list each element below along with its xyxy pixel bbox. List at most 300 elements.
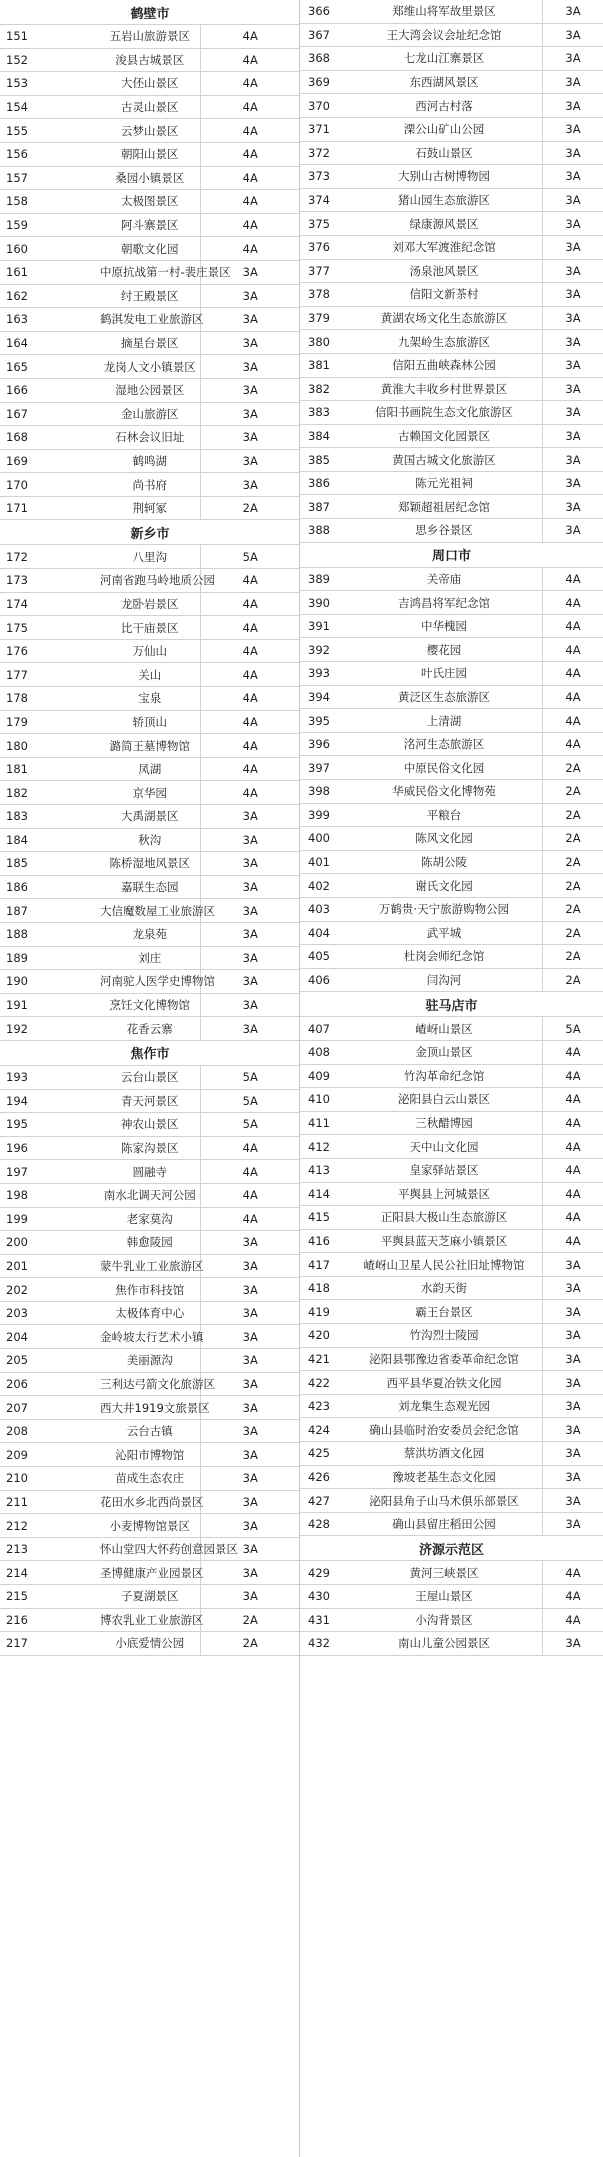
scenic-area-name: 正阳县大极山生态旅游区 bbox=[346, 1206, 543, 1230]
grade-level: 3A bbox=[543, 1371, 603, 1395]
row-number: 388 bbox=[300, 519, 346, 543]
scenic-area-name: 大信魔数屋工业旅游区 bbox=[100, 899, 200, 923]
row-number: 375 bbox=[300, 212, 346, 236]
grade-level: 3A bbox=[200, 1467, 300, 1491]
scenic-area-name: 龙泉苑 bbox=[100, 922, 200, 946]
scenic-area-name: 桑园小镇景区 bbox=[100, 166, 200, 190]
grade-level: 3A bbox=[200, 1585, 300, 1609]
row-number: 188 bbox=[0, 922, 100, 946]
grade-level: 2A bbox=[543, 968, 603, 992]
row-number: 192 bbox=[0, 1017, 100, 1041]
scenic-area-name: 小沟背景区 bbox=[346, 1608, 543, 1632]
scenic-area-name: 龙卧岩景区 bbox=[100, 592, 200, 616]
row-number: 202 bbox=[0, 1278, 100, 1302]
grade-level: 3A bbox=[200, 473, 300, 497]
scenic-area-name: 云台古镇 bbox=[100, 1419, 200, 1443]
table-row bbox=[0, 213, 300, 237]
table-row bbox=[0, 1113, 300, 1137]
grade-level: 2A bbox=[200, 1608, 300, 1632]
table-row bbox=[300, 283, 603, 307]
table-row bbox=[0, 449, 300, 473]
scenic-area-name: 平舆县蓝天芝麻小镇景区 bbox=[346, 1229, 543, 1253]
scenic-area-name: 比干庙景区 bbox=[100, 616, 200, 640]
grade-level: 4A bbox=[200, 781, 300, 805]
scenic-area-name: 青天河景区 bbox=[100, 1089, 200, 1113]
grade-level: 3A bbox=[200, 970, 300, 994]
grade-level: 3A bbox=[200, 426, 300, 450]
grade-level: 3A bbox=[200, 355, 300, 379]
scenic-area-name: 石林会议旧址 bbox=[100, 426, 200, 450]
grade-level: 3A bbox=[543, 235, 603, 259]
row-number: 411 bbox=[300, 1111, 346, 1135]
table-row bbox=[300, 1064, 603, 1088]
scenic-area-name: 古灵山景区 bbox=[100, 95, 200, 119]
grade-level: 4A bbox=[200, 166, 300, 190]
table-row bbox=[300, 732, 603, 756]
grade-level: 3A bbox=[543, 377, 603, 401]
row-number: 173 bbox=[0, 569, 100, 593]
scenic-area-name: 湿地公园景区 bbox=[100, 378, 200, 402]
table-row bbox=[300, 70, 603, 94]
grade-level: 4A bbox=[200, 569, 300, 593]
scenic-area-name: 刘龙集生态观光园 bbox=[346, 1394, 543, 1418]
table-row bbox=[0, 1419, 300, 1443]
table-row bbox=[0, 166, 300, 190]
scenic-area-name: 陈风文化园 bbox=[346, 827, 543, 851]
row-number: 212 bbox=[0, 1514, 100, 1538]
row-number: 196 bbox=[0, 1136, 100, 1160]
table-row bbox=[300, 1442, 603, 1466]
table-row bbox=[300, 47, 603, 71]
table-row bbox=[0, 1160, 300, 1184]
row-number: 380 bbox=[300, 330, 346, 354]
row-number: 395 bbox=[300, 709, 346, 733]
table-row bbox=[300, 448, 603, 472]
scenic-area-name: 博农乳业工业旅游区 bbox=[100, 1608, 200, 1632]
table-row bbox=[300, 1300, 603, 1324]
scenic-area-name: 黄国古城文化旅游区 bbox=[346, 448, 543, 472]
table-row bbox=[300, 401, 603, 425]
row-number: 169 bbox=[0, 449, 100, 473]
table-row bbox=[0, 1585, 300, 1609]
table-row bbox=[0, 1017, 300, 1041]
table-row bbox=[300, 212, 603, 236]
scenic-area-name: 荆轲冢 bbox=[100, 496, 200, 520]
scenic-area-name: 朝歌文化园 bbox=[100, 237, 200, 261]
row-number: 167 bbox=[0, 402, 100, 426]
scenic-area-name: 石鼓山景区 bbox=[346, 141, 543, 165]
scenic-area-name: 郑维山将军故里景区 bbox=[346, 0, 543, 23]
table-row bbox=[300, 685, 603, 709]
table-row bbox=[300, 353, 603, 377]
table-row bbox=[0, 545, 300, 569]
row-number: 201 bbox=[0, 1254, 100, 1278]
row-number: 426 bbox=[300, 1465, 346, 1489]
row-number: 396 bbox=[300, 732, 346, 756]
grade-level: 3A bbox=[200, 1561, 300, 1585]
row-number: 412 bbox=[300, 1135, 346, 1159]
row-number: 207 bbox=[0, 1396, 100, 1420]
table-row bbox=[300, 1276, 603, 1300]
row-number: 377 bbox=[300, 259, 346, 283]
scenic-area-name: 摘星台景区 bbox=[100, 331, 200, 355]
scenic-area-name: 刘庄 bbox=[100, 946, 200, 970]
grade-level: 4A bbox=[543, 1206, 603, 1230]
row-number: 174 bbox=[0, 592, 100, 616]
table-row bbox=[0, 1254, 300, 1278]
grade-level: 3A bbox=[543, 1489, 603, 1513]
scenic-area-name: 泌阳县角子山马术俱乐部景区 bbox=[346, 1489, 543, 1513]
table-row bbox=[0, 639, 300, 663]
table-row bbox=[300, 780, 603, 804]
grade-level: 3A bbox=[543, 495, 603, 519]
table-row bbox=[0, 95, 300, 119]
row-number: 391 bbox=[300, 614, 346, 638]
row-number: 184 bbox=[0, 828, 100, 852]
table-row bbox=[300, 23, 603, 47]
row-number: 217 bbox=[0, 1632, 100, 1656]
row-number: 178 bbox=[0, 687, 100, 711]
grade-level: 4A bbox=[543, 662, 603, 686]
row-number: 428 bbox=[300, 1512, 346, 1536]
grade-level: 4A bbox=[200, 190, 300, 214]
scenic-area-name: 金山旅游区 bbox=[100, 402, 200, 426]
row-number: 405 bbox=[300, 945, 346, 969]
scenic-area-name: 黄泛区生态旅游区 bbox=[346, 685, 543, 709]
table-row bbox=[300, 1489, 603, 1513]
scenic-area-name: 泌阳县白云山景区 bbox=[346, 1088, 543, 1112]
row-number: 415 bbox=[300, 1206, 346, 1230]
row-number: 402 bbox=[300, 874, 346, 898]
table-row bbox=[0, 1490, 300, 1514]
table-row bbox=[300, 921, 603, 945]
grade-level: 3A bbox=[200, 922, 300, 946]
row-number: 376 bbox=[300, 235, 346, 259]
scenic-area-name: 信阳五曲峡森林公园 bbox=[346, 353, 543, 377]
row-number: 421 bbox=[300, 1347, 346, 1371]
scenic-area-name: 龙岗人文小镇景区 bbox=[100, 355, 200, 379]
row-number: 366 bbox=[300, 0, 346, 23]
table-row bbox=[0, 1443, 300, 1467]
row-number: 423 bbox=[300, 1394, 346, 1418]
grade-level: 3A bbox=[543, 1324, 603, 1348]
table-row bbox=[300, 591, 603, 615]
scenic-area-name: 武平城 bbox=[346, 921, 543, 945]
table-row bbox=[300, 567, 603, 591]
row-number: 171 bbox=[0, 496, 100, 520]
scenic-area-name: 嵖岈山景区 bbox=[346, 1017, 543, 1041]
row-number: 397 bbox=[300, 756, 346, 780]
grade-level: 2A bbox=[543, 921, 603, 945]
row-number: 208 bbox=[0, 1419, 100, 1443]
scenic-area-name: 花田水乡北西尚景区 bbox=[100, 1490, 200, 1514]
grade-level: 4A bbox=[200, 25, 300, 49]
grade-level: 2A bbox=[543, 897, 603, 921]
scenic-area-name: 东西湖风景区 bbox=[346, 70, 543, 94]
scenic-area-name: 子夏湖景区 bbox=[100, 1585, 200, 1609]
row-number: 385 bbox=[300, 448, 346, 472]
scenic-area-name: 平舆县上河城景区 bbox=[346, 1182, 543, 1206]
scenic-area-name: 西平县华夏冶铁文化园 bbox=[346, 1371, 543, 1395]
row-number: 190 bbox=[0, 970, 100, 994]
row-number: 431 bbox=[300, 1608, 346, 1632]
grade-level: 3A bbox=[200, 1254, 300, 1278]
scenic-area-name: 秋沟 bbox=[100, 828, 200, 852]
scenic-area-name: 太极图景区 bbox=[100, 190, 200, 214]
scenic-area-name: 圆融寺 bbox=[100, 1160, 200, 1184]
grade-level: 3A bbox=[200, 1017, 300, 1041]
table-row bbox=[0, 946, 300, 970]
row-number: 427 bbox=[300, 1489, 346, 1513]
grade-level: 3A bbox=[200, 1396, 300, 1420]
scenic-area-name: 豫坡老基生态文化园 bbox=[346, 1465, 543, 1489]
table-row bbox=[0, 1514, 300, 1538]
city-header-row bbox=[0, 0, 300, 25]
grade-level: 3A bbox=[200, 993, 300, 1017]
row-number: 180 bbox=[0, 734, 100, 758]
scenic-area-name: 神农山景区 bbox=[100, 1113, 200, 1137]
grade-level: 4A bbox=[200, 1160, 300, 1184]
row-number: 162 bbox=[0, 284, 100, 308]
grade-level: 4A bbox=[543, 1111, 603, 1135]
scenic-area-name: 韩愈陵园 bbox=[100, 1231, 200, 1255]
table-row bbox=[300, 1608, 603, 1632]
grade-level: 4A bbox=[200, 237, 300, 261]
row-number: 213 bbox=[0, 1537, 100, 1561]
scenic-area-name: 洺河生态旅游区 bbox=[346, 732, 543, 756]
grade-level: 4A bbox=[543, 1182, 603, 1206]
row-number: 154 bbox=[0, 95, 100, 119]
table-row bbox=[300, 94, 603, 118]
row-number: 159 bbox=[0, 213, 100, 237]
row-number: 432 bbox=[300, 1632, 346, 1656]
scenic-area-name: 天中山文化园 bbox=[346, 1135, 543, 1159]
table-row bbox=[300, 1206, 603, 1230]
table-row bbox=[0, 260, 300, 284]
row-number: 189 bbox=[0, 946, 100, 970]
row-number: 163 bbox=[0, 308, 100, 332]
table-row bbox=[0, 687, 300, 711]
grade-level: 5A bbox=[543, 1017, 603, 1041]
grade-level: 3A bbox=[543, 1276, 603, 1300]
row-number: 158 bbox=[0, 190, 100, 214]
grade-level: 4A bbox=[200, 48, 300, 72]
grade-level: 2A bbox=[200, 496, 300, 520]
scenic-area-name: 皇家驿站景区 bbox=[346, 1158, 543, 1182]
city-header-row bbox=[0, 1040, 300, 1065]
row-number: 187 bbox=[0, 899, 100, 923]
grade-level: 4A bbox=[543, 1064, 603, 1088]
scenic-area-name: 河南驼人医学史博物馆 bbox=[100, 970, 200, 994]
grade-level: 5A bbox=[200, 1089, 300, 1113]
grade-level: 3A bbox=[200, 852, 300, 876]
table-row bbox=[300, 1017, 603, 1041]
right-table bbox=[300, 0, 603, 1656]
scenic-area-name: 溧公山矿山公园 bbox=[346, 117, 543, 141]
table-row bbox=[300, 1040, 603, 1064]
scenic-area-name: 大别山古树博物园 bbox=[346, 165, 543, 189]
grade-level: 4A bbox=[543, 614, 603, 638]
row-number: 430 bbox=[300, 1585, 346, 1609]
city-name: 济源示范区 bbox=[300, 1536, 603, 1561]
row-number: 398 bbox=[300, 780, 346, 804]
grade-level: 4A bbox=[200, 616, 300, 640]
city-header-row bbox=[300, 992, 603, 1017]
table-row bbox=[0, 426, 300, 450]
grade-level: 4A bbox=[200, 213, 300, 237]
scenic-area-name: 竹沟烈士陵园 bbox=[346, 1324, 543, 1348]
table-row bbox=[0, 1608, 300, 1632]
row-number: 195 bbox=[0, 1113, 100, 1137]
table-row bbox=[300, 803, 603, 827]
grade-level: 4A bbox=[200, 1136, 300, 1160]
city-name: 鹤壁市 bbox=[0, 0, 300, 25]
grade-level: 3A bbox=[200, 402, 300, 426]
scenic-area-name: 七龙山江寨景区 bbox=[346, 47, 543, 71]
table-row bbox=[0, 1396, 300, 1420]
grade-level: 3A bbox=[200, 1231, 300, 1255]
table-row bbox=[0, 781, 300, 805]
scenic-area-name: 怀山堂四大怀药创意园景区 bbox=[100, 1537, 200, 1561]
table-row bbox=[0, 190, 300, 214]
row-number: 403 bbox=[300, 897, 346, 921]
scenic-area-name: 谢氏文化园 bbox=[346, 874, 543, 898]
grade-level: 3A bbox=[200, 828, 300, 852]
scenic-area-name: 焦作市科技馆 bbox=[100, 1278, 200, 1302]
table-row bbox=[300, 945, 603, 969]
table-row bbox=[0, 72, 300, 96]
row-number: 372 bbox=[300, 141, 346, 165]
table-row bbox=[300, 1158, 603, 1182]
grade-level: 5A bbox=[200, 1113, 300, 1137]
table-row bbox=[0, 1372, 300, 1396]
grade-level: 3A bbox=[200, 1490, 300, 1514]
grade-level: 3A bbox=[200, 1537, 300, 1561]
scenic-area-name: 陈元光祖祠 bbox=[346, 471, 543, 495]
table-row bbox=[0, 402, 300, 426]
row-number: 393 bbox=[300, 662, 346, 686]
grade-level: 3A bbox=[200, 1443, 300, 1467]
row-number: 406 bbox=[300, 968, 346, 992]
table-row bbox=[300, 259, 603, 283]
scenic-area-name: 潞简王墓博物馆 bbox=[100, 734, 200, 758]
table-row bbox=[300, 1394, 603, 1418]
city-header-row bbox=[0, 520, 300, 545]
scenic-area-name: 陈桥湿地风景区 bbox=[100, 852, 200, 876]
table-row bbox=[0, 237, 300, 261]
scenic-area-name: 鹤淇发电工业旅游区 bbox=[100, 308, 200, 332]
table-row bbox=[0, 875, 300, 899]
row-number: 157 bbox=[0, 166, 100, 190]
scenic-area-name: 蒙牛乳业工业旅游区 bbox=[100, 1254, 200, 1278]
table-row bbox=[0, 142, 300, 166]
grade-level: 3A bbox=[543, 1512, 603, 1536]
grade-level: 3A bbox=[543, 23, 603, 47]
grade-level: 3A bbox=[543, 1394, 603, 1418]
table-row bbox=[0, 1278, 300, 1302]
grade-level: 2A bbox=[543, 780, 603, 804]
grade-level: 3A bbox=[543, 519, 603, 543]
row-number: 381 bbox=[300, 353, 346, 377]
grade-level: 4A bbox=[543, 591, 603, 615]
table-row bbox=[0, 1301, 300, 1325]
table-row bbox=[300, 827, 603, 851]
grade-level: 2A bbox=[543, 945, 603, 969]
grade-level: 3A bbox=[543, 0, 603, 23]
scenic-area-name: 西河古村落 bbox=[346, 94, 543, 118]
table-row bbox=[300, 968, 603, 992]
row-number: 418 bbox=[300, 1276, 346, 1300]
table-row bbox=[300, 519, 603, 543]
grade-level: 3A bbox=[200, 308, 300, 332]
city-name: 焦作市 bbox=[0, 1040, 300, 1065]
grade-level: 3A bbox=[543, 188, 603, 212]
table-row bbox=[0, 1183, 300, 1207]
table-row bbox=[0, 993, 300, 1017]
grade-level: 4A bbox=[200, 757, 300, 781]
row-number: 179 bbox=[0, 710, 100, 734]
grade-level: 2A bbox=[543, 850, 603, 874]
scenic-area-name: 小底爱情公园 bbox=[100, 1632, 200, 1656]
table-row bbox=[300, 662, 603, 686]
scenic-area-name: 郑颖超祖居纪念馆 bbox=[346, 495, 543, 519]
scenic-area-name: 思乡谷景区 bbox=[346, 519, 543, 543]
grade-level: 4A bbox=[543, 1040, 603, 1064]
table-row bbox=[0, 25, 300, 49]
grade-level: 4A bbox=[200, 142, 300, 166]
table-row bbox=[300, 1371, 603, 1395]
scenic-area-name: 大伾山景区 bbox=[100, 72, 200, 96]
scenic-area-name: 浚县古城景区 bbox=[100, 48, 200, 72]
table-row bbox=[0, 805, 300, 829]
scenic-area-name: 嘉联生态园 bbox=[100, 875, 200, 899]
row-number: 182 bbox=[0, 781, 100, 805]
table-row bbox=[0, 616, 300, 640]
grade-level: 4A bbox=[200, 687, 300, 711]
row-number: 170 bbox=[0, 473, 100, 497]
table-row bbox=[300, 0, 603, 23]
scenic-area-name: 凤湖 bbox=[100, 757, 200, 781]
row-number: 379 bbox=[300, 306, 346, 330]
scenic-area-name: 上清湖 bbox=[346, 709, 543, 733]
row-number: 383 bbox=[300, 401, 346, 425]
table-row bbox=[0, 734, 300, 758]
row-number: 152 bbox=[0, 48, 100, 72]
grade-level: 3A bbox=[200, 1419, 300, 1443]
grade-level: 4A bbox=[200, 663, 300, 687]
table-row bbox=[300, 235, 603, 259]
grade-level: 4A bbox=[543, 1088, 603, 1112]
grade-level: 4A bbox=[200, 72, 300, 96]
table-row bbox=[300, 1512, 603, 1536]
scenic-area-name: 金岭坡太行艺术小镇 bbox=[100, 1325, 200, 1349]
row-number: 369 bbox=[300, 70, 346, 94]
scenic-area-name: 绿康源风景区 bbox=[346, 212, 543, 236]
scenic-area-name: 水韵天街 bbox=[346, 1276, 543, 1300]
scenic-area-name: 美丽源沟 bbox=[100, 1349, 200, 1373]
grade-level: 4A bbox=[543, 732, 603, 756]
table-row bbox=[300, 1465, 603, 1489]
city-name: 新乡市 bbox=[0, 520, 300, 545]
table-row bbox=[0, 922, 300, 946]
table-row bbox=[0, 355, 300, 379]
table-row bbox=[300, 756, 603, 780]
row-number: 151 bbox=[0, 25, 100, 49]
row-number: 185 bbox=[0, 852, 100, 876]
city-name: 周口市 bbox=[300, 542, 603, 567]
table-row bbox=[0, 1325, 300, 1349]
scenic-area-name: 小麦博物馆景区 bbox=[100, 1514, 200, 1538]
